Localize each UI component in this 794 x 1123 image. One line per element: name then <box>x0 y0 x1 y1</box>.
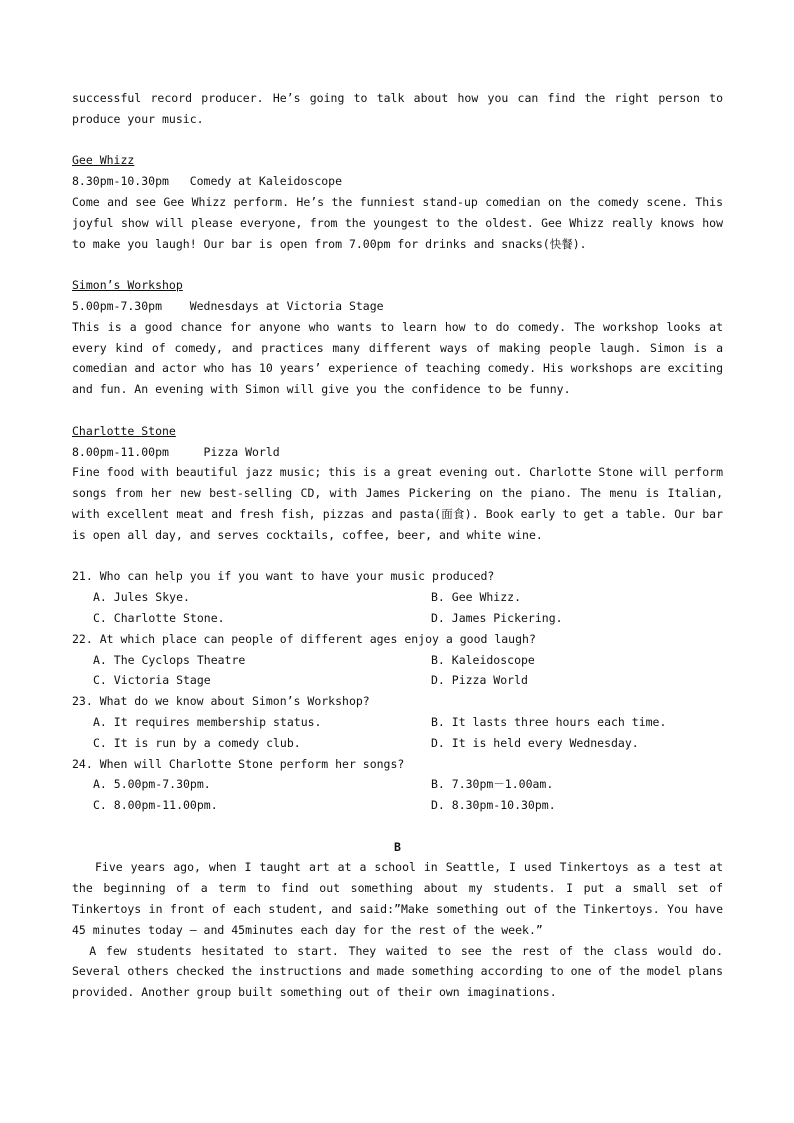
option-b: B. It lasts three hours each time. <box>431 714 667 729</box>
option-b: B. Gee Whizz. <box>431 590 522 605</box>
event-gee-whizz <box>72 150 723 254</box>
event-time: 5.00pm-7.30pm Wednesdays at Victoria Stage <box>72 298 384 313</box>
question-stem: 23. What do we know about Simon’s Workshop? <box>72 694 370 709</box>
question-23 <box>72 691 723 753</box>
passage-paragraph: Five years ago, when I taught art at a school in Seattle, I used Tinkertoys as a test at the beginning of a term to find out something about my students. I put a small set of Tinkertoys in front of each student, and said:”Make something out of the Tinkertoys. You have 45 minutes today – and 45minutes each day for the rest of the week.” <box>72 860 723 937</box>
option-a: A. The Cyclops Theatre <box>93 652 246 667</box>
option-a: A. It requires membership status. <box>93 714 322 729</box>
option-a: A. Jules Skye. <box>93 590 190 605</box>
event-description: Come and see Gee Whizz perform. He’s the funniest stand-up comedian on the comedy scene. This joyful show will please everyone, from the youngest to the oldest. Gee Whizz really knows how to make you laugh! Our bar is open from 7.00pm for drinks and snacks(快餐). <box>72 194 723 251</box>
question-21 <box>72 566 723 628</box>
document-page <box>72 88 723 1003</box>
question-22 <box>72 629 723 691</box>
option-c: C. Victoria Stage <box>93 673 211 688</box>
option-b: B. 7.30pm－1.00am. <box>431 777 554 792</box>
option-c: C. It is run by a comedy club. <box>93 735 301 750</box>
option-b: B. Kaleidoscope <box>431 652 535 667</box>
event-time: 8.00pm-11.00pm Pizza World <box>72 444 280 459</box>
option-d: D. James Pickering. <box>431 610 563 625</box>
event-description: Fine food with beautiful jazz music; this is a great evening out. Charlotte Stone will perform songs from her new best-selling CD, with James Pickering on the piano. The menu is Italian, with excellent meat and fresh fish, pizzas and pasta(面食). Book early to get a table. Our bar is open all day, and serves cocktails, coffee, beer, and white wine. <box>72 465 723 542</box>
event-title: Charlotte Stone <box>72 423 176 438</box>
question-stem: 21. Who can help you if you want to have your music produced? <box>72 569 495 584</box>
event-title: Simon’s Workshop <box>72 278 183 293</box>
passage-paragraph: A few students hesitated to start. They waited to see the rest of the class would do. Several others checked the instructions and made something according to one of the model plans provided. Another group built something out of their own imaginations. <box>72 943 723 1000</box>
question-stem: 24. When will Charlotte Stone perform her songs? <box>72 756 405 771</box>
option-d: D. 8.30pm-10.30pm. <box>431 798 556 813</box>
event-time: 8.30pm-10.30pm Comedy at Kaleidoscope <box>72 174 343 189</box>
option-d: D. Pizza World <box>431 673 528 688</box>
event-title: Gee Whizz <box>72 153 135 168</box>
event-charlotte-stone <box>72 421 723 546</box>
option-c: C. 8.00pm-11.00pm. <box>93 798 218 813</box>
option-d: D. It is held every Wednesday. <box>431 735 639 750</box>
section-heading: B <box>394 839 401 854</box>
question-24 <box>72 754 723 816</box>
option-c: C. Charlotte Stone. <box>93 610 225 625</box>
option-a: A. 5.00pm-7.30pm. <box>93 777 211 792</box>
question-stem: 22. At which place can people of different ages enjoy a good laugh? <box>72 631 536 646</box>
intro-paragraph: successful record producer. He’s going to talk about how you can find the right person to produce your music. <box>72 91 723 126</box>
event-simons-workshop <box>72 275 723 400</box>
event-description: This is a good chance for anyone who wants to learn how to do comedy. The workshop looks at every kind of comedy, and practices many different ways of making people laugh. Simon is a comedian and actor who has 10 years’ experience of teaching comedy. His workshops are exciting and fun. An evening with Simon will give you the confidence to be funny. <box>72 319 723 397</box>
